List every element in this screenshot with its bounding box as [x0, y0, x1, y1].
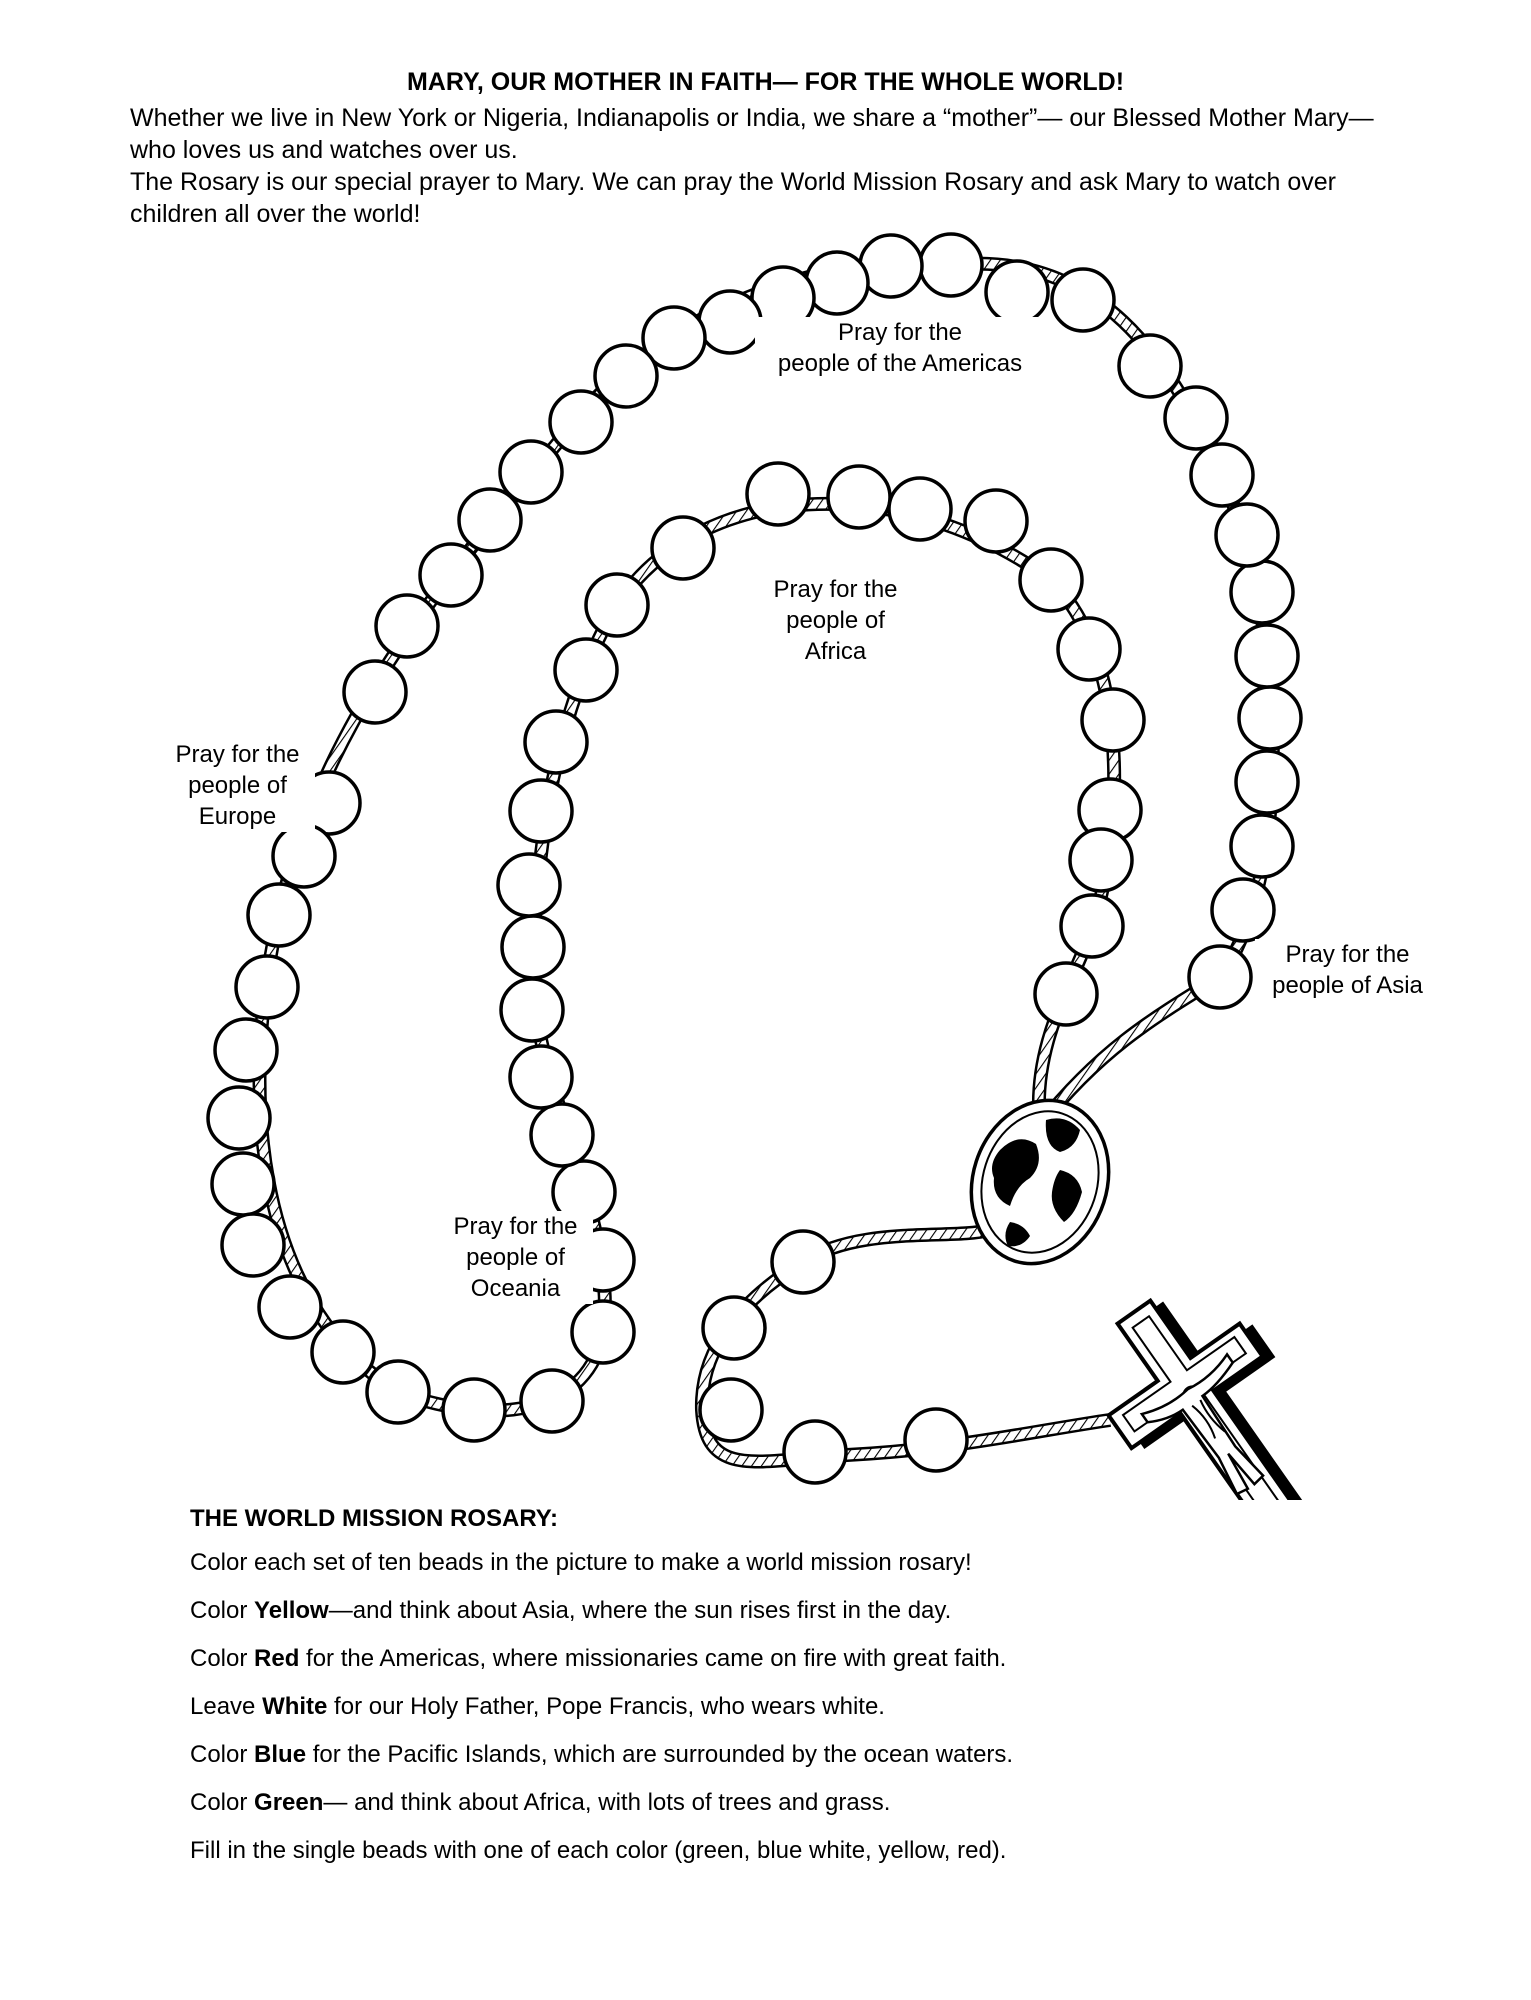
page-title: MARY, OUR MOTHER IN FAITH— FOR THE WHOLE WORLD! — [406, 68, 1125, 96]
decade-bead — [920, 234, 982, 296]
instruction-prefix: Color — [190, 1741, 255, 1768]
decade-bead — [1052, 269, 1114, 331]
decade-bead — [1191, 444, 1253, 506]
label-europe — [160, 739, 315, 832]
decade-bead — [699, 291, 761, 353]
decade-bead — [595, 345, 657, 407]
single-bead — [905, 1409, 967, 1471]
instruction-item — [190, 1738, 1340, 1786]
decade-bead — [248, 884, 310, 946]
decade-bead — [259, 1276, 321, 1338]
instruction-prefix: Color — [190, 1597, 255, 1624]
instruction-prefix: Color — [190, 1645, 255, 1672]
single-bead — [784, 1421, 846, 1483]
instruction-prefix: Color — [190, 1789, 255, 1816]
decade-bead — [1061, 895, 1123, 957]
instruction-suffix: for the Pacific Islands, which are surrounded by the ocean waters. — [306, 1741, 1014, 1768]
label-line: Pray for the — [1285, 941, 1410, 968]
instruction-item — [190, 1786, 1340, 1834]
label-line: people of Asia — [1272, 972, 1423, 999]
decade-bead — [208, 1087, 270, 1149]
decade-bead — [312, 1321, 374, 1383]
decade-bead — [498, 854, 560, 916]
label-line: Pray for the — [175, 741, 300, 768]
instruction-item — [190, 1690, 1340, 1738]
decade-bead — [1216, 504, 1278, 566]
decade-bead — [222, 1214, 284, 1276]
decade-bead — [420, 544, 482, 606]
label-americas — [755, 317, 1045, 379]
decade-bead — [1119, 335, 1181, 397]
decade-bead — [510, 1046, 572, 1108]
instruction-color-word: White — [262, 1693, 328, 1720]
decade-bead — [344, 661, 406, 723]
decade-bead — [376, 595, 438, 657]
instructions-heading: THE WORLD MISSION ROSARY: — [190, 1505, 558, 1532]
label-line: people of the Americas — [777, 350, 1023, 377]
world-medal — [951, 1082, 1130, 1281]
decade-bead — [502, 916, 564, 978]
instructions-list — [190, 1594, 1340, 1834]
decade-bead — [1058, 618, 1120, 680]
decade-bead — [531, 1104, 593, 1166]
decade-bead — [459, 489, 521, 551]
decade-bead — [273, 825, 335, 887]
decade-bead — [986, 261, 1048, 323]
single-bead — [700, 1379, 762, 1441]
label-line: Oceania — [470, 1275, 561, 1302]
instruction-color-word: Blue — [254, 1741, 307, 1768]
decade-bead — [1189, 946, 1251, 1008]
decade-bead — [1239, 687, 1301, 749]
instruction-suffix: for the Americas, where missionaries came on fire with great faith. — [299, 1645, 1007, 1672]
decade-bead — [1070, 829, 1132, 891]
label-line: Europe — [198, 803, 277, 830]
intro-paragraph-2: The Rosary is our special prayer to Mary. We can pray the World Mission Rosary and ask Mary to watch over children all over the world! — [130, 168, 1337, 228]
decade-bead — [1035, 963, 1097, 1025]
decade-bead — [501, 979, 563, 1041]
decade-bead — [550, 391, 612, 453]
instructions-closing: Fill in the single beads with one of each color (green, blue white, yellow, red). — [190, 1837, 1007, 1864]
instruction-color-word: Yellow — [254, 1597, 329, 1624]
decade-bead — [443, 1379, 505, 1441]
decade-bead — [1231, 815, 1293, 877]
intro-paragraph-1: Whether we live in New York or Nigeria, Indianapolis or India, we share a “mother”— our Blessed Mother Mary— who loves us and watches over us. — [130, 104, 1374, 164]
decade-bead — [1236, 625, 1298, 687]
instruction-color-word: Red — [254, 1645, 300, 1672]
instruction-item — [190, 1642, 1340, 1690]
decade-bead — [521, 1370, 583, 1432]
instruction-suffix: —and think about Asia, where the sun rises first in the day. — [328, 1597, 952, 1624]
decade-bead — [572, 1301, 634, 1363]
instruction-item — [190, 1594, 1340, 1642]
decade-bead — [652, 517, 714, 579]
decade-bead — [555, 639, 617, 701]
instruction-prefix: Leave — [190, 1693, 263, 1720]
label-asia — [1255, 939, 1440, 1001]
decade-bead — [965, 490, 1027, 552]
decade-bead — [1212, 879, 1274, 941]
instruction-suffix: for our Holy Father, Pope Francis, who wears white. — [327, 1693, 885, 1720]
decade-bead — [215, 1019, 277, 1081]
decade-bead — [525, 711, 587, 773]
decade-bead — [212, 1153, 274, 1215]
decade-bead — [586, 574, 648, 636]
instructions-intro: Color each set of ten beads in the picture to make a world mission rosary! — [190, 1549, 972, 1576]
decade-bead — [510, 780, 572, 842]
decade-bead — [1231, 561, 1293, 623]
instruction-color-word: Green — [254, 1789, 324, 1816]
label-line: Pray for the — [837, 319, 963, 346]
decade-bead — [1082, 689, 1144, 751]
label-line: people of — [466, 1244, 565, 1271]
label-line: Pray for the — [453, 1213, 578, 1240]
label-line: people of — [786, 607, 885, 634]
label-line: people of — [188, 772, 287, 799]
decade-bead — [367, 1361, 429, 1423]
label-line: Africa — [804, 638, 867, 665]
decade-bead — [1165, 387, 1227, 449]
decade-bead — [828, 466, 890, 528]
decade-bead — [1020, 549, 1082, 611]
single-bead — [772, 1231, 834, 1293]
cord-twist — [702, 1230, 1110, 1461]
decade-bead — [1236, 751, 1298, 813]
label-africa — [748, 574, 923, 667]
instructions — [190, 1502, 1340, 1882]
label-oceania — [438, 1211, 593, 1304]
single-bead — [703, 1297, 765, 1359]
decade-bead — [889, 478, 951, 540]
decade-bead — [806, 252, 868, 314]
decade-bead — [236, 956, 298, 1018]
label-line: Pray for the — [773, 576, 898, 603]
crucifix-icon — [1068, 1261, 1372, 1500]
instruction-suffix: — and think about Africa, with lots of trees and grass. — [323, 1789, 891, 1816]
decade-bead — [747, 463, 809, 525]
